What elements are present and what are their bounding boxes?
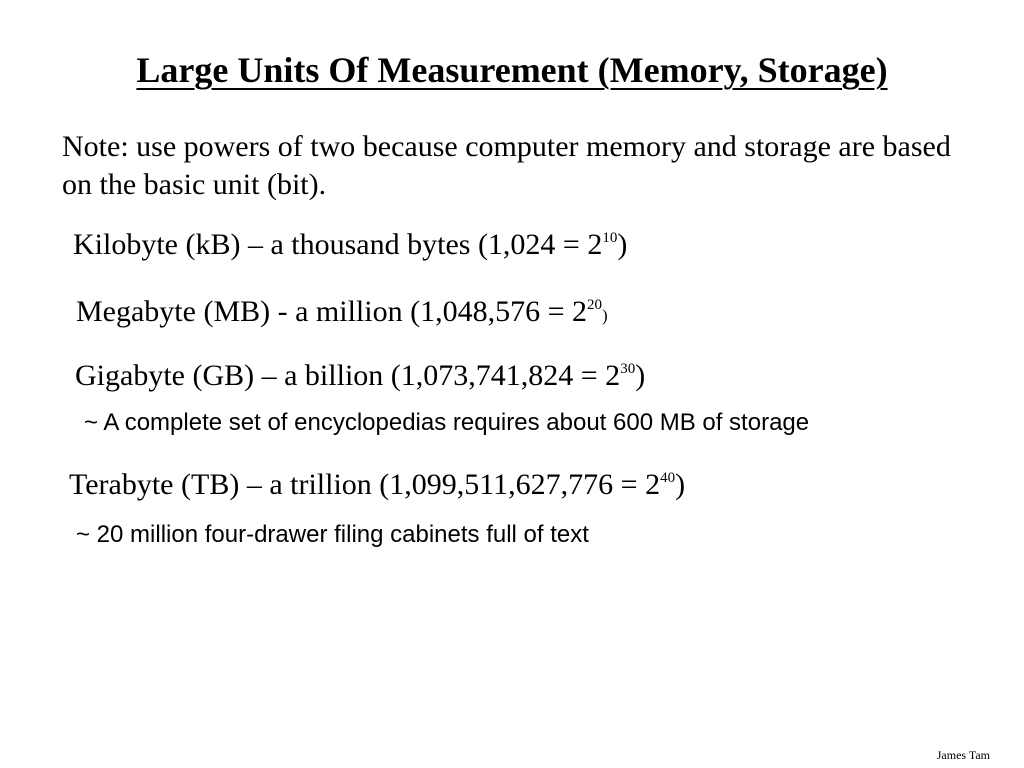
megabyte-close-paren: ) xyxy=(602,306,608,325)
terabyte-line xyxy=(69,467,685,503)
terabyte-close-paren: ) xyxy=(675,468,686,501)
author-footer: James Tam xyxy=(936,748,990,762)
kilobyte-exponent: 10 xyxy=(602,230,618,246)
kilobyte-line xyxy=(73,227,627,263)
gigabyte-text: Gigabyte (GB) – a billion (1,073,741,824 = 2 xyxy=(75,359,621,392)
megabyte-text: Megabyte (MB) - a million (1,048,576 = 2 xyxy=(76,295,588,328)
filing-cabinet-fact: ~ 20 million four-drawer filing cabinets full of text xyxy=(76,521,589,548)
encyclopedia-fact: ~ A complete set of encyclopedias requires about 600 MB of storage xyxy=(84,409,810,436)
gigabyte-line xyxy=(75,358,645,394)
terabyte-text: Terabyte (TB) – a trillion (1,099,511,627,776 = 2 xyxy=(69,468,661,501)
megabyte-line xyxy=(76,294,608,334)
slide-title: Large Units Of Measurement (Memory, Storage) xyxy=(136,50,888,90)
gigabyte-close-paren: ) xyxy=(635,359,646,392)
gigabyte-exponent: 30 xyxy=(620,361,636,377)
kilobyte-text: Kilobyte (kB) – a thousand bytes (1,024 = 2 xyxy=(73,228,603,261)
kilobyte-close-paren: ) xyxy=(617,228,628,261)
megabyte-exponent: 20 xyxy=(587,297,603,313)
terabyte-exponent: 40 xyxy=(660,470,676,486)
note-text: Note: use powers of two because computer memory and storage are based on the basic unit (bit). xyxy=(62,130,951,201)
